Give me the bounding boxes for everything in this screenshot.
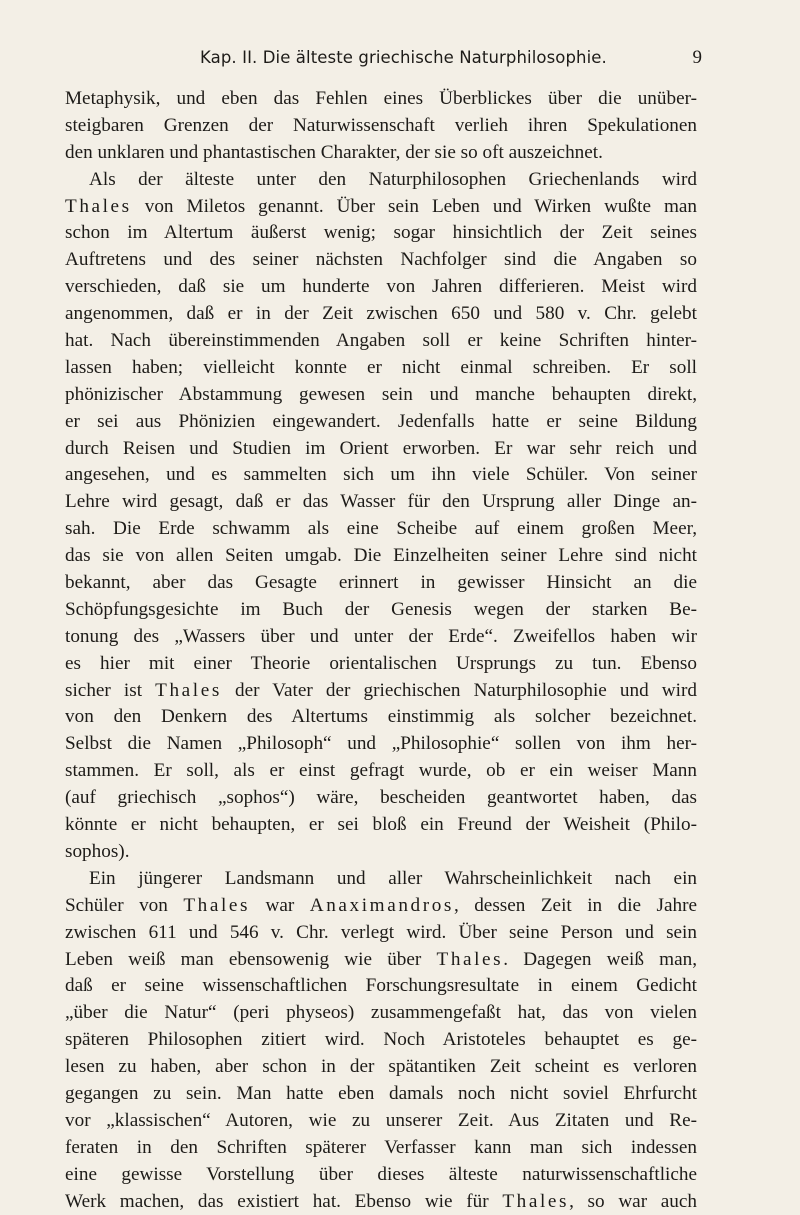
text-line: steigbaren Grenzen der Naturwissenschaft verlieh ihren Spekulationen [65,114,697,136]
text-line [65,893,697,920]
text-segment: , so war auch [569,1190,697,1212]
text-segment: Leben weiß man ebensowenig wie über [65,948,437,970]
text-line: es hier mit einer Theorie orientalischen Ursprungs zu tun. Ebenso [65,652,697,674]
text-line [65,1189,697,1215]
text-line: Lehre wird gesagt, daß er das Wasser für den Ursprung aller Dinge an- [65,491,697,513]
text-line: er sei aus Phönizien eingewandert. Jedenfalls hatte er seine Bildung [65,410,697,432]
page-number: 9 [692,47,702,68]
text-segment: Schüler von [65,894,184,916]
text-segment: war [250,894,310,916]
spaced-name: Thales [65,195,132,217]
text-line: späteren Philosophen zitiert wird. Noch Aristoteles behauptet es ge- [65,1029,697,1051]
text-segment: , dessen Zeit in die Jahre [453,894,697,916]
text-line: Selbst die Namen „Philosoph“ und „Philosophie“ sollen von ihm her- [65,733,697,755]
text-line [65,194,697,221]
text-line: „über die Natur“ (peri physeos) zusammengefaßt hat, das von vielen [65,1002,697,1024]
text-line: Metaphysik, und eben das Fehlen eines Überblickes über die unüber- [65,88,697,109]
text-line: stammen. Er soll, als er einst gefragt wurde, ob er ein weiser Mann [65,760,697,782]
spaced-name: Thales [155,679,222,701]
text-line: hat. Nach übereinstimmenden Angaben soll er keine Schriften hinter- [65,330,697,352]
text-line: feraten in den Schriften späterer Verfasser kann man sich indessen [65,1136,697,1158]
text-line: angesehen, und es sammelten sich um ihn viele Schüler. Von seiner [65,464,697,486]
text-line: Ein jüngerer Landsmann und aller Wahrscheinlichkeit nach ein [89,867,697,889]
spaced-name: Anaximandros [309,894,454,916]
text-line: vor „klassischen“ Autoren, wie zu unserer Zeit. Aus Zitaten und Re- [65,1109,697,1131]
spaced-name: Thales [502,1190,570,1212]
spaced-name: Thales [436,948,504,970]
page-header [0,48,800,76]
text-line: das sie von allen Seiten umgab. Die Einzelheiten seiner Lehre sind nicht [65,545,697,567]
body-text [65,86,697,1215]
text-line: zwischen 611 und 546 v. Chr. verlegt wird. Über seine Person und sein [65,921,697,943]
text-line [65,678,697,705]
text-line: verschieden, daß sie um hunderte von Jahren differieren. Meist wird [65,276,697,298]
text-line: gegangen zu sein. Man hatte eben damals noch nicht soviel Ehrfurcht [65,1082,697,1104]
text-line: sophos). [65,840,130,862]
text-line: eine gewisse Vorstellung über dieses älteste naturwissenschaftliche [65,1163,697,1185]
text-line: lassen haben; vielleicht konnte er nicht einmal schreiben. Er soll [65,356,697,378]
running-head: Kap. II. Die älteste griechische Naturphilosophie. [200,48,607,67]
text-line: Schöpfungsgesichte im Buch der Genesis wegen der starken Be- [65,598,697,620]
text-segment: sicher ist [65,679,156,701]
text-segment: . Dagegen weiß man, [503,948,697,970]
text-line: tonung des „Wassers über und unter der Erde“. Zweifellos haben wir [65,625,697,647]
spaced-name: Thales [183,894,251,916]
text-segment: der Vater der griechischen Naturphilosophie und wird [221,679,697,701]
text-line: schon im Altertum äußerst wenig; sogar hinsichtlich der Zeit seines [65,222,697,244]
text-line: könnte er nicht behaupten, er sei bloß ein Freund der Weisheit (Philo- [65,814,697,836]
text-line: durch Reisen und Studien im Orient erworben. Er war sehr reich und [65,437,697,459]
text-line: angenommen, daß er in der Zeit zwischen 650 und 580 v. Chr. gelebt [65,303,697,325]
text-line: Als der älteste unter den Naturphilosophen Griechenlands wird [89,168,697,190]
text-line: lesen zu haben, aber schon in der spätantiken Zeit scheint es verloren [65,1056,697,1078]
text-line: sah. Die Erde schwamm als eine Scheibe auf einem großen Meer, [65,518,697,540]
text-segment: von Miletos genannt. Über sein Leben und Wirken wußte man [131,195,697,217]
text-line: den unklaren und phantastischen Charakter, der sie so oft auszeichnet. [65,141,603,163]
text-line: Auftretens und des seiner nächsten Nachfolger sind die Angaben so [65,249,697,271]
text-line: bekannt, aber das Gesagte erinnert in gewisser Hinsicht an die [65,572,697,594]
text-line: von den Denkern des Altertums einstimmig als solcher bezeichnet. [65,706,697,728]
text-line: daß er seine wissenschaftlichen Forschungsresultate in einem Gedicht [65,975,697,997]
text-segment: Werk machen, das existiert hat. Ebenso wie für [65,1190,503,1212]
text-line: (auf griechisch „sophos“) wäre, bescheiden geantwortet haben, das [65,787,697,809]
text-line: phönizischer Abstammung gewesen sein und manche behaupten direkt, [65,383,697,405]
text-line [65,947,697,974]
